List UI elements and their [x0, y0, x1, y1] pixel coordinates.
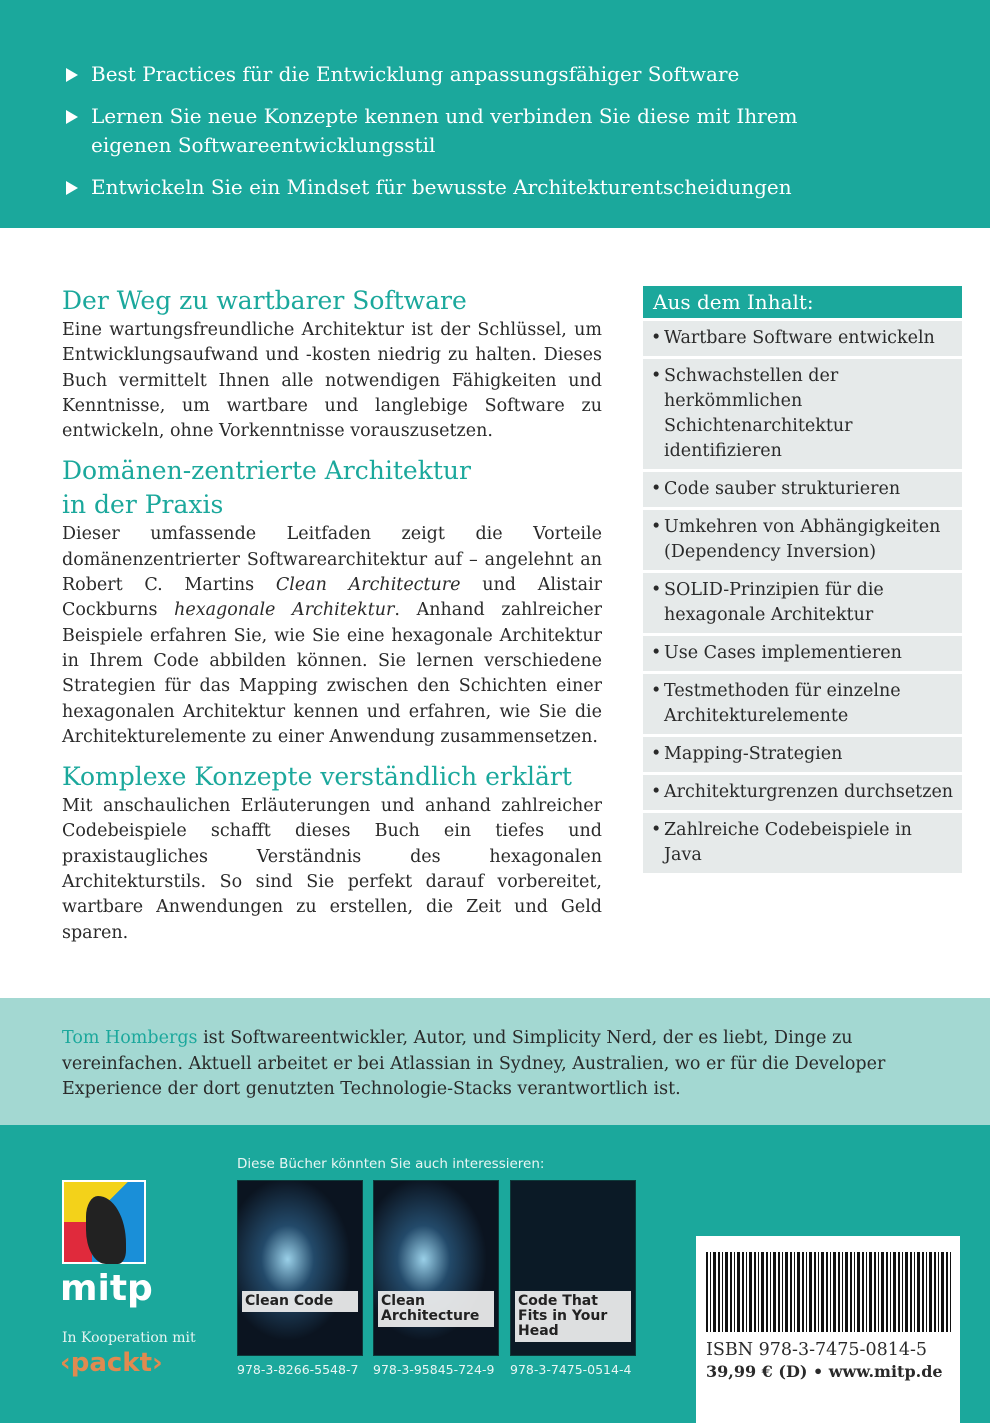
price-label: 39,99 € (D) • www.mitp.de [706, 1362, 943, 1381]
section-body: Dieser umfassende Leitfaden zeigt die Vorteile domänenzentrierter Softwarearchitektur auf – angelehnt an Robert C. Martins Clean Architecture und Alistair Cockburns hexagonale Architektur. Anhand zahlreicher Beispiele erfahren Sie, wie Sie eine hexagonale Architektur in Ihrem Code abbilden können. Sie lernen verschiedene Strategien für das Mapping zwischen den Schichten einer hexagonalen Architektur kennen und erfahren, wie Sie die Architekturelemente zu einer Anwendung zusammensetzen. [62, 524, 602, 747]
contents-item: • Code sauber strukturieren [643, 469, 962, 507]
contents-item: • Umkehren von Abhängigkeiten (Dependency Inversion) [643, 507, 962, 570]
feature-band [0, 0, 990, 228]
contents-title: Aus dem Inhalt: [643, 286, 962, 318]
contents-item: • Schwachstellen der herkömmlichen Schichtenarchitektur identifizieren [643, 356, 962, 469]
book-isbn: 978-3-7475-0514-4 [510, 1362, 632, 1377]
triangle-bullet-icon [66, 68, 78, 82]
feature-bullet: Best Practices für die Entwicklung anpassungsfähiger Software [66, 60, 990, 89]
contents-item: • Architekturgrenzen durchsetzen [643, 772, 962, 810]
mitp-logo-icon [62, 1180, 146, 1264]
bullet-dot-icon: • [651, 820, 662, 840]
bullet-dot-icon: • [651, 580, 662, 600]
packt-logo: ‹packt› [60, 1348, 163, 1378]
bullet-dot-icon: • [651, 366, 662, 386]
contents-item: • Zahlreiche Codebeispiele in Java [643, 810, 962, 873]
recommend-title: Diese Bücher könnten Sie auch interessieren: [237, 1156, 545, 1172]
book-cover-code-that-fits[interactable]: Code That Fits in Your Head [510, 1180, 636, 1356]
contents-item: • Testmethoden für einzelne Architekturelemente [643, 671, 962, 734]
contents-item: • SOLID-Prinzipien für die hexagonale Architektur [643, 570, 962, 633]
contents-item: • Use Cases implementieren [643, 633, 962, 671]
cooperation-label: In Kooperation mit [62, 1330, 196, 1346]
section-body: Mit anschaulichen Erläuterungen und anhand zahlreicher Codebeispiele schafft dieses Buch ein tiefes und praxistaugliches Verständnis des hexagonalen Architekturstils. So sind Sie perfekt darauf vorbereitet, wartbare Anwendungen zu erstellen, die Zeit und Geld sparen. [62, 796, 602, 943]
author-bio: Tom Hombergs ist Softwareentwickler, Autor, und Simplicity Nerd, der es liebt, Dinge zu vereinfachen. Aktuell arbeitet er bei Atlassian in Sydney, Australien, wo er für die Developer Experience der dort genutzten Technologie-Stacks verantwortlich ist. [0, 998, 990, 1125]
bullet-dot-icon: • [651, 744, 662, 764]
section-body: Eine wartungsfreundliche Architektur ist der Schlüssel, um Entwicklungsaufwand und -kosten niedrig zu halten. Dieses Buch vermittelt Ihnen alle notwendigen Fähigkeiten und Kenntnisse, um wartbare und langlebige Software zu entwickeln, ohne Vorkenntnisse vorauszusetzen. [62, 320, 602, 442]
triangle-bullet-icon [66, 181, 78, 195]
bullet-dot-icon: • [651, 328, 662, 348]
publisher-logo-text: mitp [60, 1268, 153, 1309]
section-heading: Domänen-zentrierte Architektur in der Praxis [62, 456, 471, 520]
contents-item: • Mapping-Strategien [643, 734, 962, 772]
description [62, 284, 602, 956]
section-heading: Der Weg zu wartbarer Software [62, 286, 467, 315]
feature-bullet: Entwickeln Sie ein Mindset für bewusste Architekturentscheidungen [66, 173, 990, 202]
bullet-dot-icon: • [651, 782, 662, 802]
bullet-dot-icon: • [651, 681, 662, 701]
bullet-dot-icon: • [651, 479, 662, 499]
contents-item: • Wartbare Software entwickeln [643, 318, 962, 356]
triangle-bullet-icon [66, 110, 78, 124]
barcode-icon [706, 1252, 952, 1332]
bullet-dot-icon: • [651, 517, 662, 537]
bullet-dot-icon: • [651, 643, 662, 663]
section-heading: Komplexe Konzepte verständlich erklärt [62, 762, 572, 792]
book-isbn: 978-3-8266-5548-7 [237, 1362, 359, 1377]
book-cover-clean-architecture[interactable]: Clean Architecture [373, 1180, 499, 1356]
book-isbn: 978-3-95845-724-9 [373, 1362, 495, 1377]
isbn-label: ISBN 978-3-7475-0814-5 [706, 1340, 928, 1360]
feature-bullet: Lernen Sie neue Konzepte kennen und verbinden Sie diese mit Ihrem eigenen Softwareentwicklungsstil [66, 102, 990, 160]
author-name: Tom Hombergs [62, 1028, 198, 1048]
book-cover-clean-code[interactable]: Clean Code [237, 1180, 363, 1356]
contents-box [643, 286, 962, 873]
barcode-panel [696, 1236, 960, 1423]
